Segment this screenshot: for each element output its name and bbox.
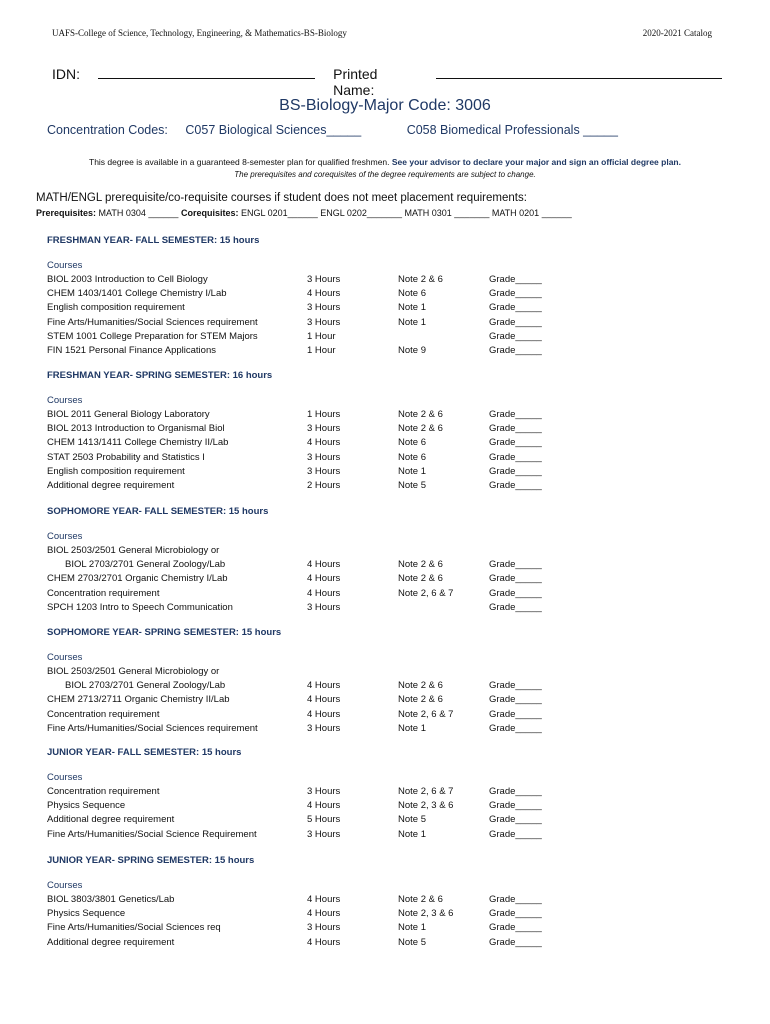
course-hours: 4 Hours: [307, 908, 341, 920]
course-name: CHEM 1413/1411 College Chemistry II/Lab: [47, 437, 229, 449]
coreq-text: ENGL 0201______ ENGL 0202_______ MATH 0301 _______ MATH 0201 ______: [240, 208, 572, 218]
course-hours: 4 Hours: [307, 437, 341, 449]
course-row: [0, 694, 770, 708]
course-hours: 4 Hours: [307, 559, 341, 571]
course-name: Fine Arts/Humanities/Social Science Requirement: [47, 828, 257, 840]
course-name: Concentration requirement: [47, 587, 160, 599]
idn-blank: [98, 66, 315, 79]
course-note: Note 6: [398, 437, 426, 449]
course-note: Note 6: [398, 451, 426, 463]
course-hours: 1 Hour: [307, 345, 336, 356]
course-note: Note 6: [398, 288, 426, 300]
course-hours: 3 Hours: [307, 465, 341, 477]
course-hours: 3 Hours: [307, 601, 341, 613]
grade-blank: Grade_____: [489, 345, 542, 356]
course-note: Note 2 & 6: [398, 423, 443, 435]
grade-blank: Grade_____: [489, 587, 542, 599]
course-row: [0, 545, 770, 559]
course-name: CHEM 2713/2711 Organic Chemistry II/Lab: [47, 694, 230, 706]
course-row: [0, 423, 770, 437]
availability-note: [0, 157, 770, 167]
course-hours: 4 Hours: [307, 573, 341, 585]
course-name: Concentration requirement: [47, 786, 160, 797]
grade-blank: Grade_____: [489, 722, 542, 734]
course-note: Note 1: [398, 302, 426, 314]
grade-blank: Grade_____: [489, 680, 542, 692]
course-note: Note 2, 6 & 7: [398, 786, 454, 797]
subject-to-change-note: The prerequisites and corequisites of the degree requirements are subject to change.: [234, 170, 536, 179]
course-name: BIOL 2703/2701 General Zoology/Lab: [65, 680, 226, 692]
course-note: Note 2 & 6: [398, 274, 443, 285]
course-row: [0, 666, 770, 680]
semester-title: FRESHMAN YEAR- SPRING SEMESTER: 16 hours: [47, 370, 273, 381]
course-name: BIOL 3803/3801 Genetics/Lab: [47, 894, 175, 905]
header-left: UAFS-College of Science, Technology, Engineering, & Mathematics-BS-Biology: [52, 28, 347, 38]
course-row: [0, 922, 770, 936]
course-note: Note 1: [398, 722, 426, 734]
course-hours: 4 Hours: [307, 680, 341, 692]
grade-blank: Grade_____: [489, 465, 542, 477]
course-name: BIOL 2703/2701 General Zoology/Lab: [65, 559, 226, 571]
grade-blank: Grade_____: [489, 451, 542, 463]
course-row: [0, 588, 770, 602]
course-name: BIOL 2003 Introduction to Cell Biology: [47, 274, 208, 285]
course-row: [0, 288, 770, 302]
course-note: Note 2 & 6: [398, 573, 443, 585]
grade-blank: Grade_____: [489, 601, 542, 613]
grade-blank: Grade_____: [489, 694, 542, 706]
course-row: [0, 452, 770, 466]
course-note: Note 2, 6 & 7: [398, 708, 454, 720]
course-hours: 4 Hours: [307, 288, 341, 300]
grade-blank: Grade_____: [489, 302, 542, 314]
course-row: [0, 680, 770, 694]
course-name: Physics Sequence: [47, 908, 126, 920]
course-row: [0, 480, 770, 494]
grade-blank: Grade_____: [489, 573, 542, 585]
course-hours: 3 Hours: [307, 316, 341, 328]
course-note: Note 5: [398, 814, 426, 826]
grade-blank: Grade_____: [489, 786, 542, 797]
course-hours: 3 Hours: [307, 302, 341, 314]
semester-title: JUNIOR YEAR- SPRING SEMESTER: 15 hours: [47, 855, 255, 866]
course-name: Additional degree requirement: [47, 936, 175, 948]
grade-blank: Grade_____: [489, 800, 542, 812]
course-row: [0, 908, 770, 922]
course-hours: 3 Hours: [307, 274, 341, 285]
semester-title: FRESHMAN YEAR- FALL SEMESTER: 15 hours: [47, 235, 260, 246]
course-row: [0, 709, 770, 723]
course-name: BIOL 2503/2501 General Microbiology or: [47, 666, 220, 677]
course-hours: 3 Hours: [307, 922, 341, 934]
course-name: BIOL 2013 Introduction to Organismal Biol: [47, 423, 225, 435]
courses-label: Courses: [47, 531, 83, 542]
grade-blank: Grade_____: [489, 316, 542, 328]
course-name: English composition requirement: [47, 302, 185, 314]
course-row: [0, 894, 770, 908]
course-row: [0, 573, 770, 587]
course-hours: 4 Hours: [307, 694, 341, 706]
courses-label: Courses: [47, 652, 83, 663]
math-engl-requirement: MATH/ENGL prerequisite/co-requisite courses if student does not meet placement requirements:: [36, 192, 527, 204]
course-note: Note 2 & 6: [398, 694, 443, 706]
course-hours: 3 Hours: [307, 451, 341, 463]
course-hours: 4 Hours: [307, 587, 341, 599]
idn-label: IDN:: [52, 66, 80, 82]
course-row: [0, 937, 770, 951]
course-name: FIN 1521 Personal Finance Applications: [47, 345, 216, 356]
course-name: STEM 1001 College Preparation for STEM Majors: [47, 330, 258, 342]
header-right: 2020-2021 Catalog: [642, 28, 712, 38]
course-hours: 1 Hours: [307, 409, 341, 420]
course-name: Concentration requirement: [47, 708, 160, 720]
course-row: [0, 786, 770, 800]
course-row: [0, 345, 770, 359]
availability-text: This degree is available in a guaranteed 8-semester plan for qualified freshmen.: [89, 157, 390, 167]
grade-blank: Grade_____: [489, 828, 542, 840]
prereq-text: MATH 0304 ______: [98, 208, 179, 218]
course-hours: 4 Hours: [307, 894, 341, 905]
semester-title: JUNIOR YEAR- FALL SEMESTER: 15 hours: [47, 747, 242, 758]
course-row: [0, 331, 770, 345]
grade-blank: Grade_____: [489, 423, 542, 435]
course-note: Note 1: [398, 828, 426, 840]
grade-blank: Grade_____: [489, 936, 542, 948]
course-name: CHEM 2703/2701 Organic Chemistry I/Lab: [47, 573, 228, 585]
printed-name-blank: [436, 66, 722, 79]
courses-label: Courses: [47, 880, 83, 891]
course-row: [0, 274, 770, 288]
courses-label: Courses: [47, 395, 83, 406]
course-row: [0, 317, 770, 331]
grade-blank: Grade_____: [489, 288, 542, 300]
course-name: English composition requirement: [47, 465, 185, 477]
course-name: Physics Sequence: [47, 800, 126, 812]
course-note: Note 2, 3 & 6: [398, 908, 454, 920]
course-hours: 3 Hours: [307, 828, 341, 840]
course-name: SPCH 1203 Intro to Speech Communication: [47, 601, 233, 613]
semester-title: SOPHOMORE YEAR- FALL SEMESTER: 15 hours: [47, 506, 269, 517]
course-row: [0, 800, 770, 814]
course-name: Additional degree requirement: [47, 480, 175, 491]
course-row: [0, 437, 770, 451]
course-row: [0, 559, 770, 573]
grade-blank: Grade_____: [489, 274, 542, 285]
course-note: Note 5: [398, 480, 426, 491]
course-hours: 4 Hours: [307, 800, 341, 812]
grade-blank: Grade_____: [489, 559, 542, 571]
course-hours: 3 Hours: [307, 786, 341, 797]
course-row: [0, 302, 770, 316]
course-name: STAT 2503 Probability and Statistics I: [47, 451, 205, 463]
course-name: BIOL 2503/2501 General Microbiology or: [47, 545, 220, 556]
grade-blank: Grade_____: [489, 814, 542, 826]
course-name: Fine Arts/Humanities/Social Sciences requirement: [47, 722, 258, 734]
course-note: Note 5: [398, 936, 426, 948]
printed-name-label: Printed Name:: [333, 66, 378, 98]
course-row: [0, 602, 770, 616]
id-row: [52, 66, 722, 98]
page-title: BS-Biology-Major Code: 3006: [279, 97, 491, 114]
semester-title: SOPHOMORE YEAR- SPRING SEMESTER: 15 hours: [47, 627, 282, 638]
course-hours: 4 Hours: [307, 936, 341, 948]
grade-blank: Grade_____: [489, 437, 542, 449]
grade-blank: Grade_____: [489, 908, 542, 920]
grade-blank: Grade_____: [489, 922, 542, 934]
course-name: Additional degree requirement: [47, 814, 175, 826]
grade-blank: Grade_____: [489, 708, 542, 720]
grade-blank: Grade_____: [489, 409, 542, 420]
course-row: [0, 723, 770, 737]
concentration-option-c058: C058 Biomedical Professionals _____: [406, 123, 618, 137]
course-note: Note 2 & 6: [398, 409, 443, 420]
course-hours: 5 Hours: [307, 814, 341, 826]
course-note: Note 1: [398, 316, 426, 328]
course-row: [0, 409, 770, 423]
course-row: [0, 814, 770, 828]
course-note: Note 9: [398, 345, 426, 356]
course-row: [0, 829, 770, 843]
course-name: BIOL 2011 General Biology Laboratory: [47, 409, 210, 420]
coreq-label: Corequisites:: [180, 208, 239, 218]
course-note: Note 2, 3 & 6: [398, 800, 454, 812]
course-hours: 1 Hour: [307, 330, 336, 342]
course-row: [0, 466, 770, 480]
grade-blank: Grade_____: [489, 330, 542, 342]
grade-blank: Grade_____: [489, 480, 542, 491]
availability-bold: See your advisor to declare your major and sign an official degree plan.: [391, 157, 681, 167]
prereq-label: Prerequisites:: [36, 208, 97, 218]
course-hours: 2 Hours: [307, 480, 341, 491]
course-note: Note 2 & 6: [398, 680, 443, 692]
course-hours: 3 Hours: [307, 423, 341, 435]
course-name: Fine Arts/Humanities/Social Sciences req: [47, 922, 221, 934]
course-note: Note 1: [398, 465, 426, 477]
concentration-codes: [47, 123, 632, 137]
course-note: Note 2, 6 & 7: [398, 587, 454, 599]
concentration-label: Concentration Codes:: [47, 123, 168, 137]
courses-label: Courses: [47, 260, 83, 271]
course-note: Note 2 & 6: [398, 559, 443, 571]
course-name: CHEM 1403/1401 College Chemistry I/Lab: [47, 288, 227, 300]
concentration-option-c057: C057 Biological Sciences_____: [185, 123, 362, 137]
course-note: Note 1: [398, 922, 426, 934]
course-hours: 4 Hours: [307, 708, 341, 720]
courses-label: Courses: [47, 772, 83, 783]
course-hours: 3 Hours: [307, 722, 341, 734]
prereq-line: [36, 208, 572, 218]
course-note: Note 2 & 6: [398, 894, 443, 905]
course-name: Fine Arts/Humanities/Social Sciences requirement: [47, 316, 258, 328]
grade-blank: Grade_____: [489, 894, 542, 905]
